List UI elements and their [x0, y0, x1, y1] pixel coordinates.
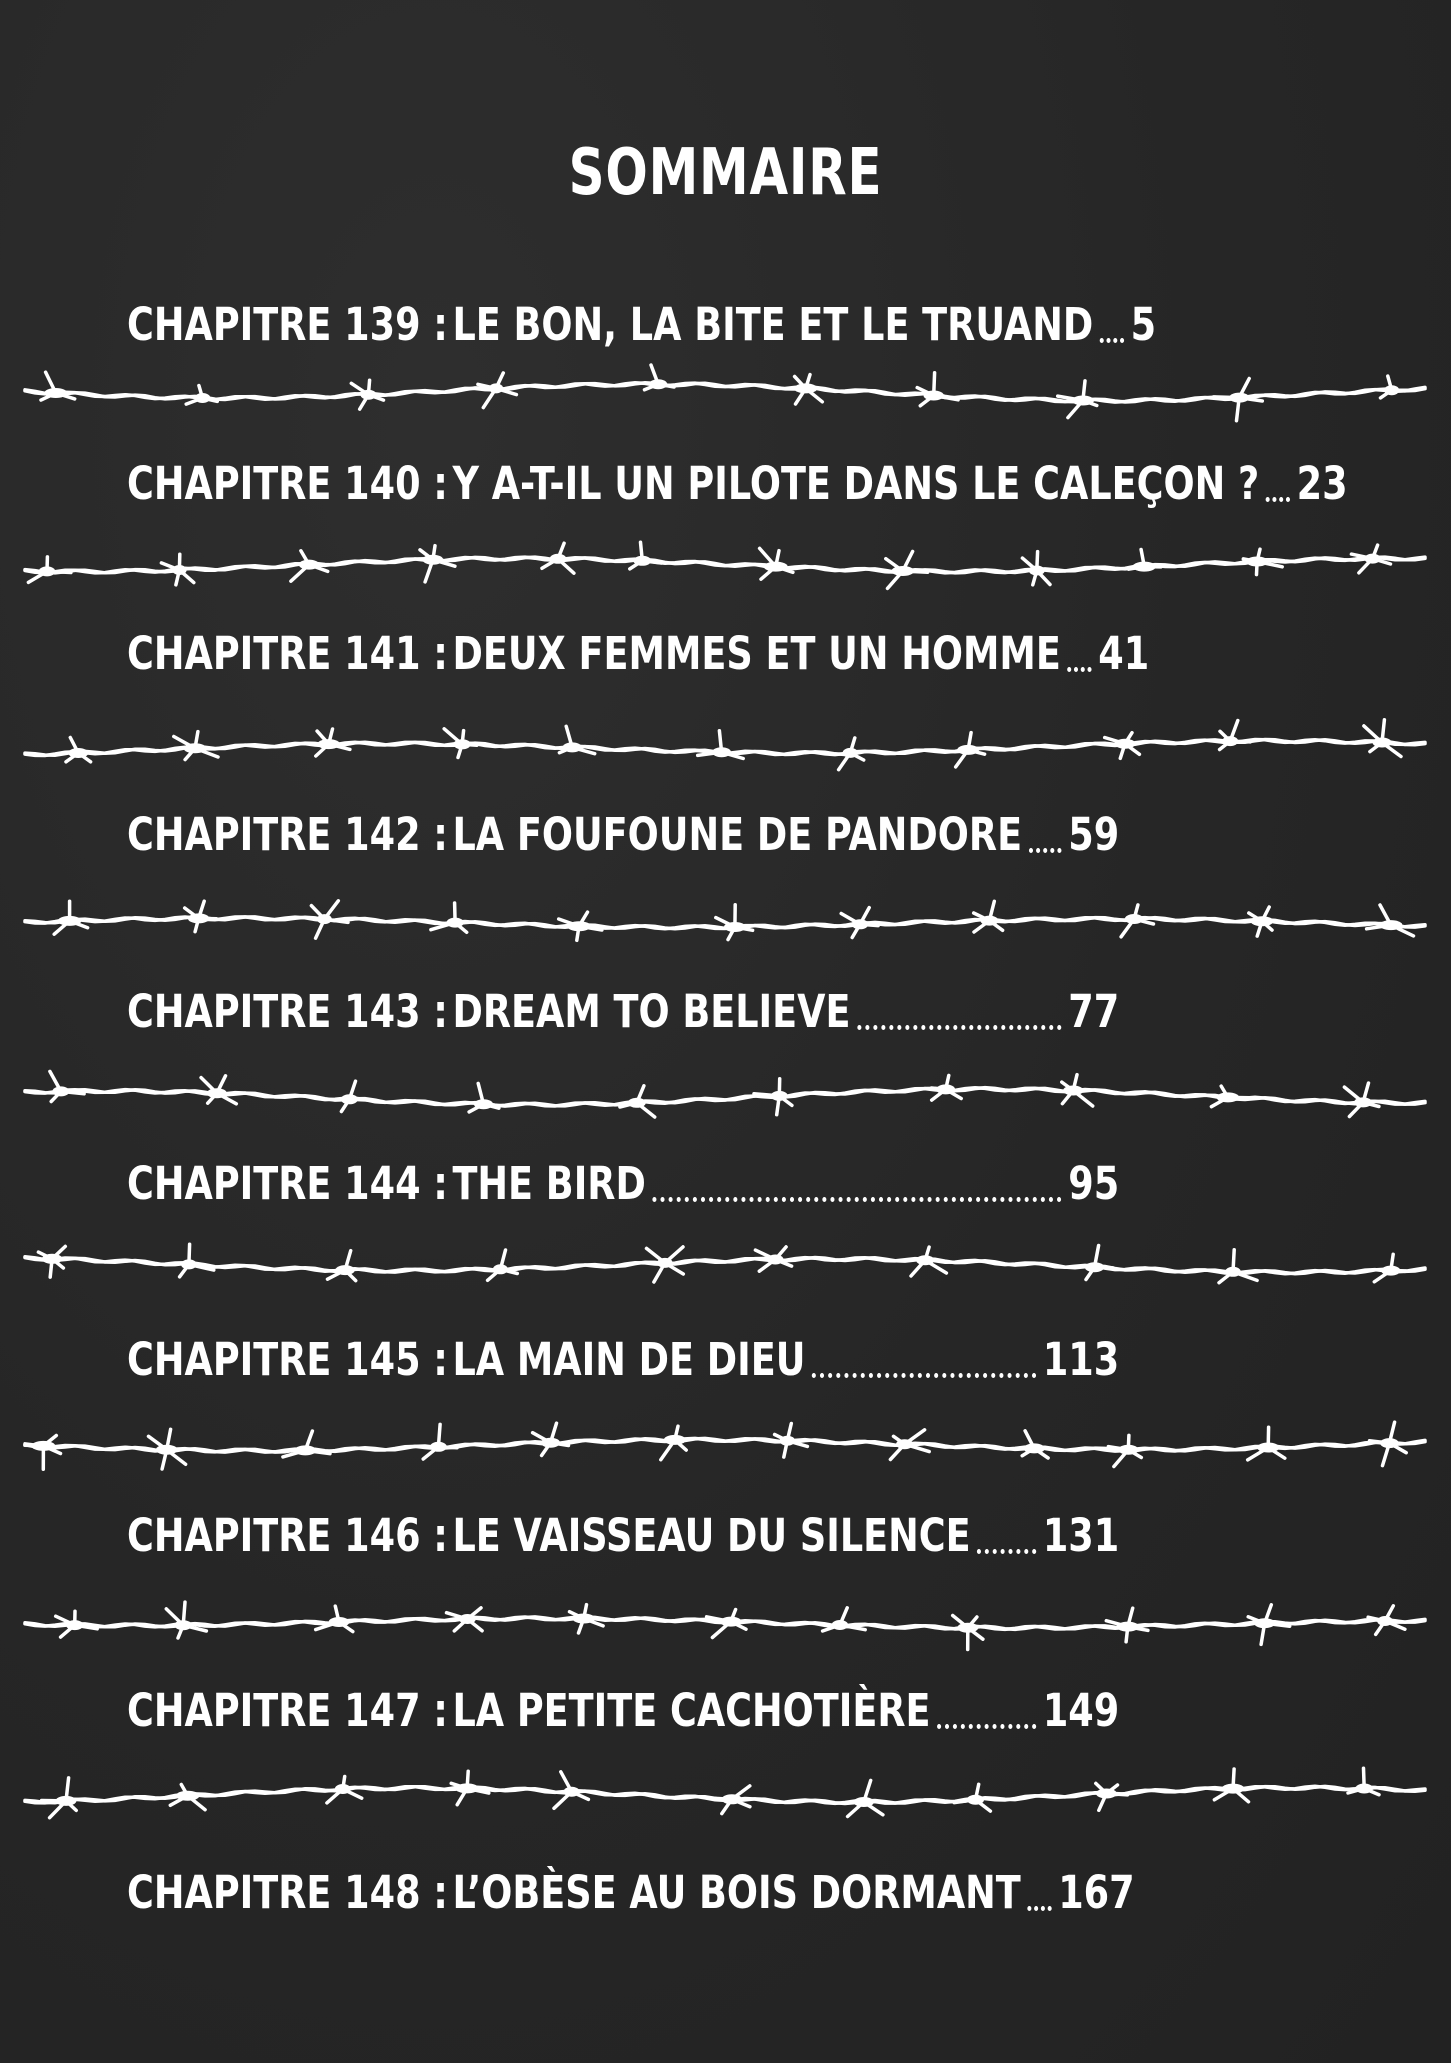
barbed-wire-icon [0, 1225, 1451, 1305]
chapter-title: DEUX FEMMES ET UN HOMME [452, 627, 1061, 680]
barb [174, 732, 218, 760]
toc-entry-143[interactable] [127, 972, 1347, 1042]
barb [50, 1071, 84, 1101]
barb [186, 386, 217, 405]
barbed-wire-icon [0, 708, 1451, 788]
barb [1214, 1769, 1248, 1802]
barb [1121, 905, 1153, 937]
toc-entry-146[interactable] [127, 1496, 1347, 1566]
barb [1058, 381, 1097, 418]
page-title: SOMMAIRE [568, 136, 883, 210]
barbed-wire-icon [0, 525, 1451, 605]
barb [166, 1602, 206, 1638]
barb [1096, 1783, 1128, 1810]
barb [823, 1608, 866, 1631]
barbed-wire-icon [0, 883, 1451, 963]
chapter-label: CHAPITRE 140 : [127, 457, 448, 510]
toc-entry-139[interactable] [127, 285, 1347, 355]
page-number: 41 [1098, 627, 1150, 680]
barbed-wire-icon [0, 352, 1451, 432]
barbed-wire-icon [0, 1057, 1451, 1137]
barb [917, 373, 958, 406]
barb [1367, 905, 1414, 936]
barb [1248, 1427, 1285, 1460]
barb [1211, 1086, 1249, 1107]
barb [38, 1246, 65, 1277]
page-number: 95 [1068, 1157, 1120, 1210]
page-number: 149 [1042, 1684, 1120, 1737]
page-number: 131 [1042, 1509, 1120, 1562]
toc-entry-144[interactable] [127, 1144, 1347, 1214]
page-number: 23 [1296, 457, 1348, 510]
chapter-title: LE BON, LA BITE ET LE TRUAND [452, 298, 1094, 351]
chapter-title: Y A-T-IL UN PILOTE DANS LE CALEÇON ? [452, 457, 1260, 510]
barb [1381, 376, 1409, 398]
chapter-title: L’OBÈSE AU BOIS DORMANT [452, 1866, 1021, 1919]
barb [1249, 907, 1274, 936]
toc-entry-145[interactable] [127, 1320, 1347, 1390]
barb [420, 546, 455, 582]
barb [974, 901, 1003, 932]
chapter-title: LE VAISSEAU DU SILENCE [452, 1509, 971, 1562]
dot-leader [1029, 848, 1062, 853]
page-number: 5 [1130, 298, 1157, 351]
dot-leader [1266, 497, 1290, 502]
barb [1085, 1246, 1113, 1280]
toc-entry-142[interactable] [127, 795, 1347, 865]
dot-leader [857, 1025, 1062, 1030]
barb [423, 1424, 457, 1459]
barbed-wire-icon [0, 1583, 1451, 1663]
barb [185, 901, 217, 932]
page-number: 113 [1042, 1333, 1120, 1386]
barb [180, 1244, 214, 1277]
barb [1219, 1250, 1257, 1283]
chapter-label: CHAPITRE 148 : [127, 1866, 448, 1919]
barb [716, 905, 753, 940]
barb [469, 1083, 499, 1112]
chapter-title: THE BIRD [452, 1157, 646, 1210]
chapter-label: CHAPITRE 143 : [127, 985, 448, 1038]
dot-leader [1100, 338, 1124, 343]
barb [630, 542, 661, 569]
wire-strand [25, 1257, 1425, 1274]
chapter-label: CHAPITRE 139 : [127, 298, 448, 351]
dot-leader [652, 1197, 1061, 1202]
barb [328, 1251, 356, 1281]
toc-entry-148[interactable] [127, 1853, 1347, 1923]
page-number: 167 [1058, 1866, 1135, 1919]
barb [932, 1075, 962, 1100]
barb [42, 1778, 77, 1818]
dot-leader [1067, 667, 1091, 672]
chapter-title: LA MAIN DE DIEU [452, 1333, 806, 1386]
barb [25, 1436, 61, 1470]
dot-leader [1027, 1906, 1051, 1911]
barb [559, 726, 594, 753]
barb [1364, 720, 1401, 757]
barb [431, 903, 467, 932]
page-number: 59 [1068, 808, 1120, 861]
chapter-label: CHAPITRE 141 : [127, 627, 448, 680]
barb [488, 1250, 518, 1280]
barb [1129, 550, 1161, 572]
chapter-title: DREAM TO BELIEVE [452, 985, 851, 1038]
barb [533, 1423, 569, 1455]
chapter-label: CHAPITRE 147 : [127, 1684, 448, 1737]
chapter-label: CHAPITRE 144 : [127, 1157, 448, 1210]
barb [201, 1076, 236, 1104]
toc-entry-141[interactable] [127, 614, 1347, 684]
barb [1348, 1768, 1379, 1795]
barb [645, 365, 675, 390]
barb [316, 1606, 353, 1632]
barb [41, 372, 75, 400]
barb [1220, 721, 1251, 750]
chapter-title: LA FOUFOUNE DE PANDORE [452, 808, 1023, 861]
barb [341, 1081, 375, 1111]
dot-leader [812, 1373, 1036, 1378]
dot-leader [937, 1724, 1036, 1729]
toc-entry-140[interactable] [127, 444, 1347, 514]
toc-entry-147[interactable] [127, 1671, 1347, 1741]
barb [953, 1616, 983, 1650]
barb [1022, 1431, 1048, 1458]
barbed-wire-icon [0, 1755, 1451, 1835]
chapter-label: CHAPITRE 145 : [127, 1333, 448, 1386]
page-number: 77 [1068, 985, 1120, 1038]
chapter-label: CHAPITRE 146 : [127, 1509, 448, 1562]
dot-leader [977, 1549, 1036, 1554]
barbed-wire-icon [0, 1405, 1451, 1485]
chapter-label: CHAPITRE 142 : [127, 808, 448, 861]
barb [283, 1431, 330, 1457]
chapter-title: LA PETITE CACHOTIÈRE [452, 1684, 931, 1737]
barb [848, 1780, 883, 1816]
barb [66, 738, 91, 762]
